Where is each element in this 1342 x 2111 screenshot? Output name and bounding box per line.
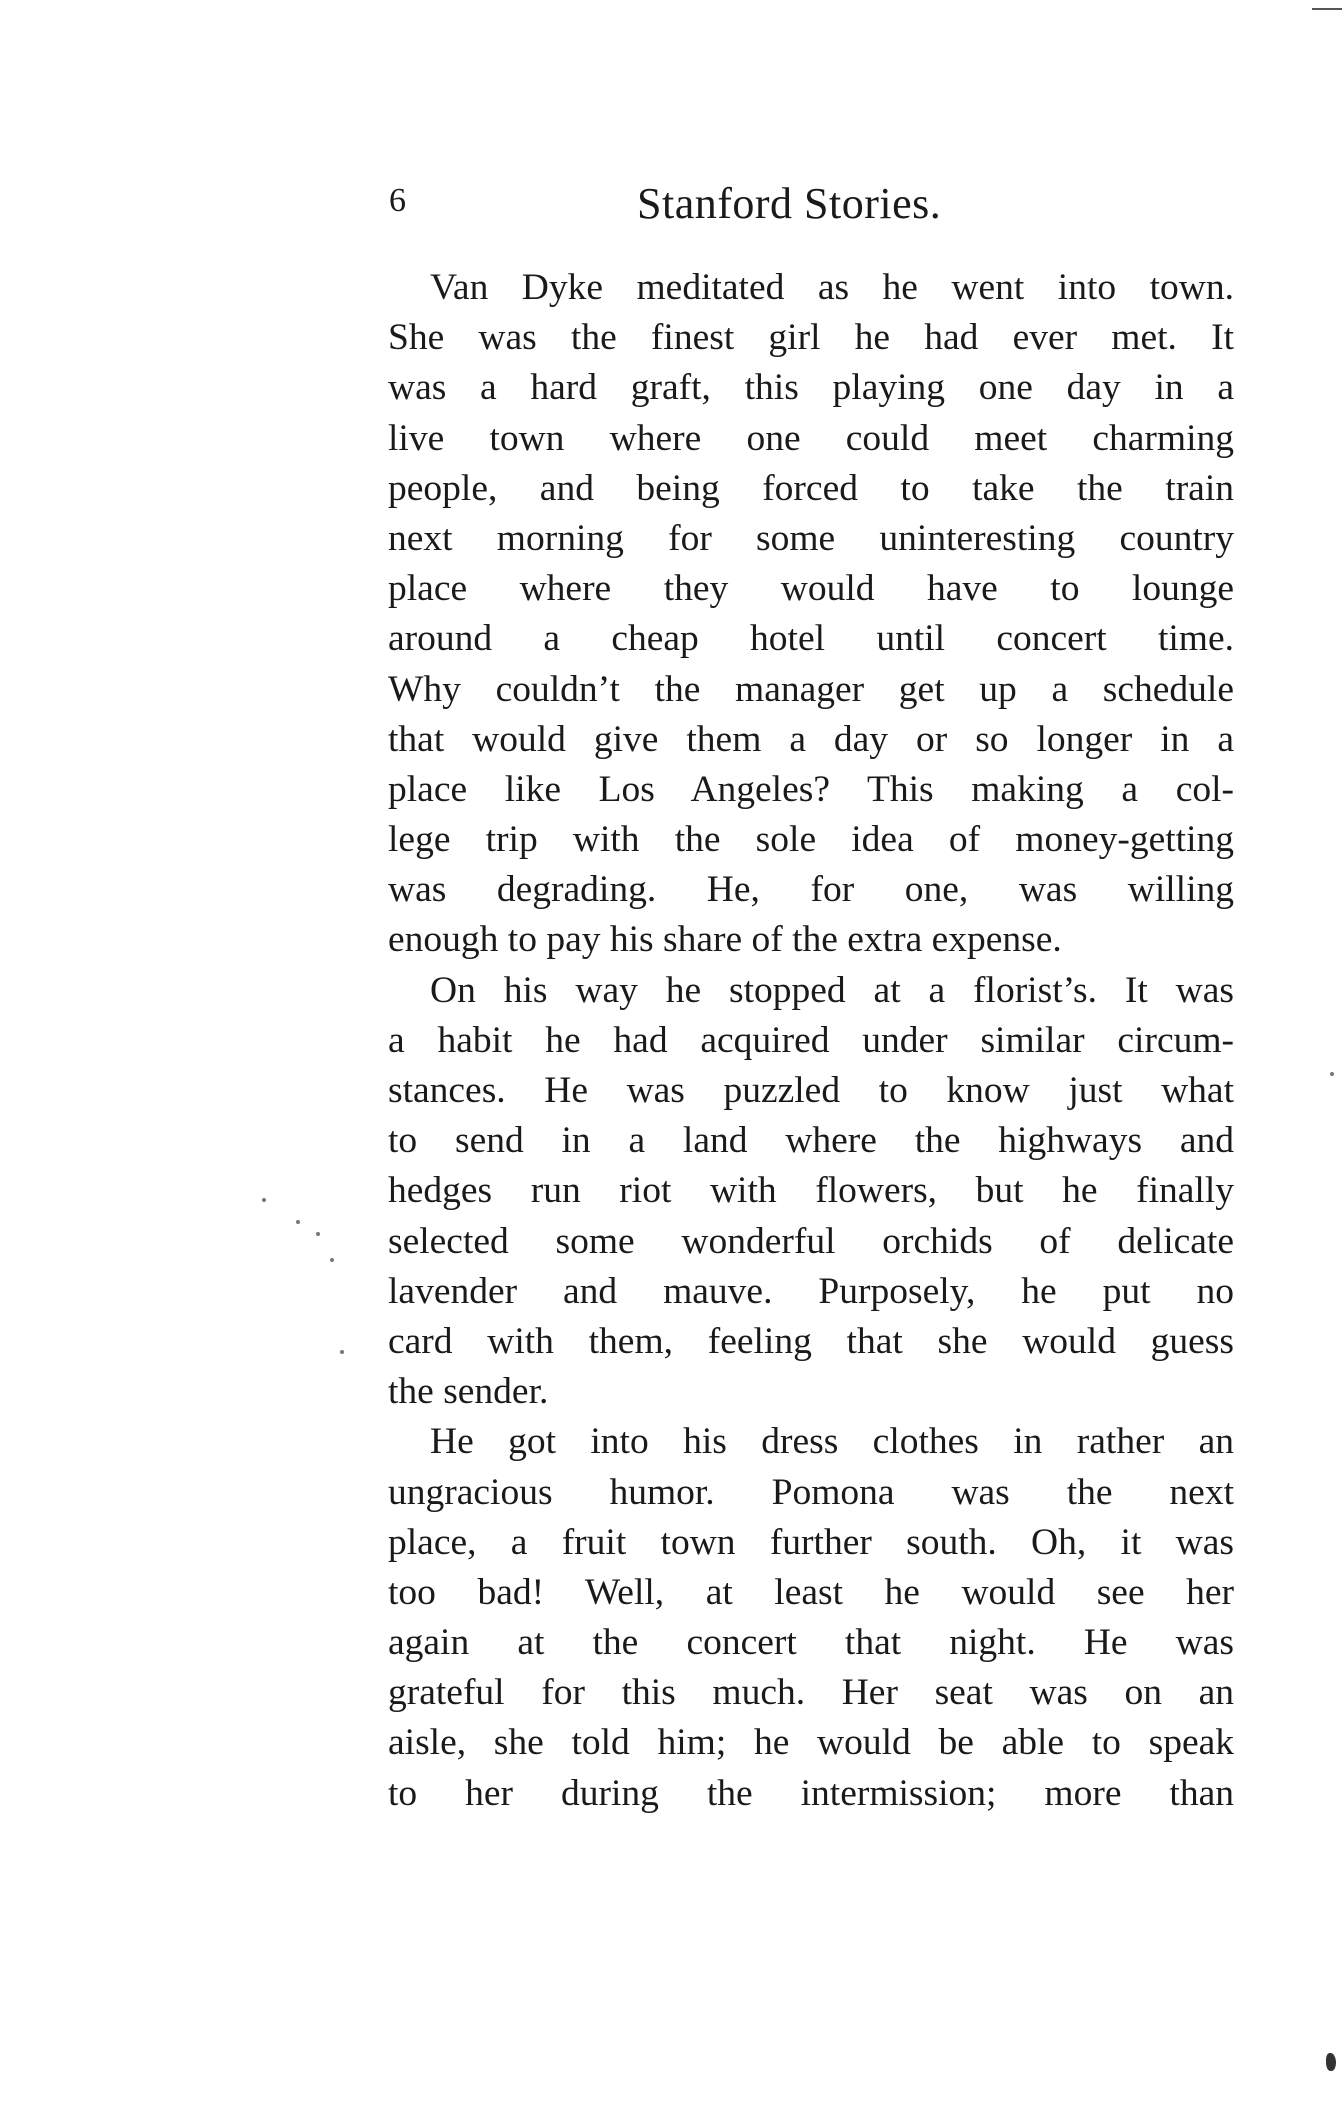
scan-speck <box>316 1232 320 1236</box>
scan-speck <box>340 1350 344 1354</box>
text-line: too bad! Well, at least he would see her <box>388 1571 1234 1613</box>
text-line: lege trip with the sole idea of money-getting <box>388 819 1234 861</box>
page-header <box>385 178 1235 238</box>
text-line: a habit he had acquired under similar circum- <box>388 1019 1234 1061</box>
scan-speck <box>330 1258 334 1262</box>
text-line: lavender and mauve. Purposely, he put no <box>388 1270 1234 1312</box>
paragraph-3 <box>388 1417 1234 1819</box>
running-title: Stanford Stories. <box>637 179 942 228</box>
text-line: live town where one could meet charming <box>388 417 1234 459</box>
paragraph-2 <box>388 966 1234 1418</box>
text-line: card with them, feeling that she would guess <box>388 1320 1234 1362</box>
page-number: 6 <box>389 182 406 219</box>
body-text <box>388 263 1234 1819</box>
text-line: place, a fruit town further south. Oh, it was <box>388 1521 1234 1563</box>
text-line: Van Dyke meditated as he went into town. <box>430 267 1234 308</box>
text-line: next morning for some uninteresting country <box>388 517 1234 559</box>
text-line: On his way he stopped at a florist’s. It was <box>430 969 1234 1011</box>
text-line: to her during the intermission; more than <box>388 1772 1234 1814</box>
text-line: stances. He was puzzled to know just what <box>388 1070 1234 1111</box>
scan-edge-mark <box>1312 8 1342 10</box>
text-line: was a hard graft, this playing one day in a <box>388 367 1234 409</box>
text-line: She was the finest girl he had ever met. It <box>388 317 1234 359</box>
text-line: aisle, she told him; he would be able to speak <box>388 1722 1234 1764</box>
scan-speck <box>296 1220 300 1224</box>
scan-speck <box>1330 1072 1334 1076</box>
text-line: the sender. <box>388 1371 549 1413</box>
text-line: around a cheap hotel until concert time. <box>388 618 1234 660</box>
text-line: place like Los Angeles? This making a col- <box>388 768 1234 810</box>
text-line: place where they would have to lounge <box>388 568 1234 610</box>
text-line: enough to pay his share of the extra expense. <box>388 919 1062 961</box>
scan-blot <box>1326 2053 1336 2071</box>
text-line: again at the concert that night. He was <box>388 1622 1234 1664</box>
text-line: to send in a land where the highways and <box>388 1120 1234 1162</box>
text-line: grateful for this much. Her seat was on an <box>388 1672 1234 1714</box>
paragraph-1 <box>388 263 1234 966</box>
text-line: people, and being forced to take the train <box>388 467 1234 509</box>
text-line: hedges run riot with flowers, but he finally <box>388 1170 1234 1212</box>
text-line: selected some wonderful orchids of delicate <box>388 1220 1234 1262</box>
text-line: that would give them a day or so longer in a <box>388 718 1234 760</box>
text-line: Why couldn’t the manager get up a schedule <box>388 668 1234 710</box>
text-line: was degrading. He, for one, was willing <box>388 869 1234 911</box>
text-line: He got into his dress clothes in rather an <box>430 1421 1234 1463</box>
scan-speck <box>262 1198 266 1202</box>
text-line: ungracious humor. Pomona was the next <box>388 1471 1234 1513</box>
